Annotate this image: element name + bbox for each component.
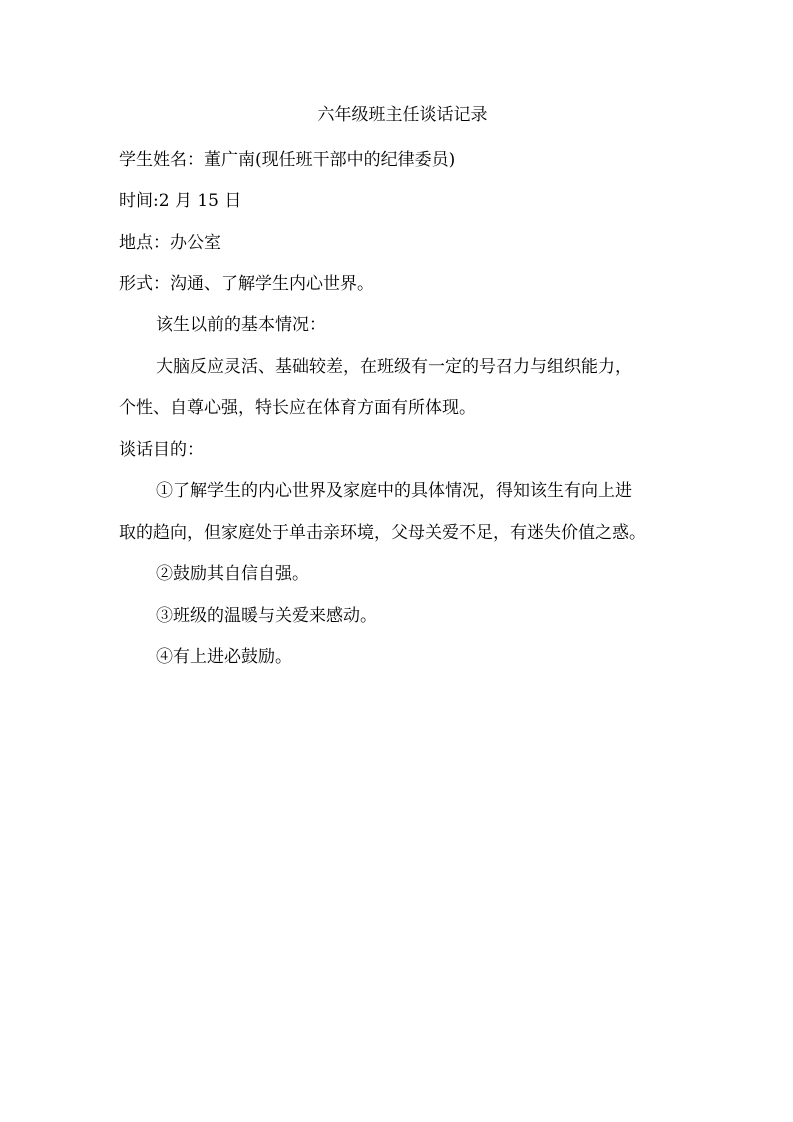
document-title: 六年级班主任谈话记录	[317, 105, 488, 125]
purpose-item-4: ④有上进必鼓励。	[156, 647, 292, 667]
purpose-item-2: ②鼓励其自信自强。	[156, 564, 309, 584]
student-name-line: 学生姓名：董广南(现任班干部中的纪律委员)	[119, 150, 456, 170]
purpose-item-1-line2: 取的趋向，但家庭处于单击亲环境，父母关爱不足，有迷失价值之惑。	[119, 523, 646, 543]
purpose-heading: 谈话目的：	[119, 440, 204, 460]
purpose-item-3: ③班级的温暖与关爱来感动。	[156, 606, 377, 626]
purpose-item-1-line1: ①了解学生的内心世界及家庭中的具体情况，得知该生有向上进	[156, 481, 632, 501]
background-paragraph-line1: 大脑反应灵活、基础较差，在班级有一定的号召力与组织能力，	[156, 357, 632, 377]
background-heading: 该生以前的基本情况：	[156, 315, 326, 335]
time-line: 时间:2 月 15 日	[119, 191, 242, 211]
background-paragraph-line2: 个性、自尊心强，特长应在体育方面有所体现。	[119, 398, 476, 418]
form-line: 形式：沟通、了解学生内心世界。	[119, 274, 374, 294]
location-line: 地点：办公室	[119, 233, 221, 253]
